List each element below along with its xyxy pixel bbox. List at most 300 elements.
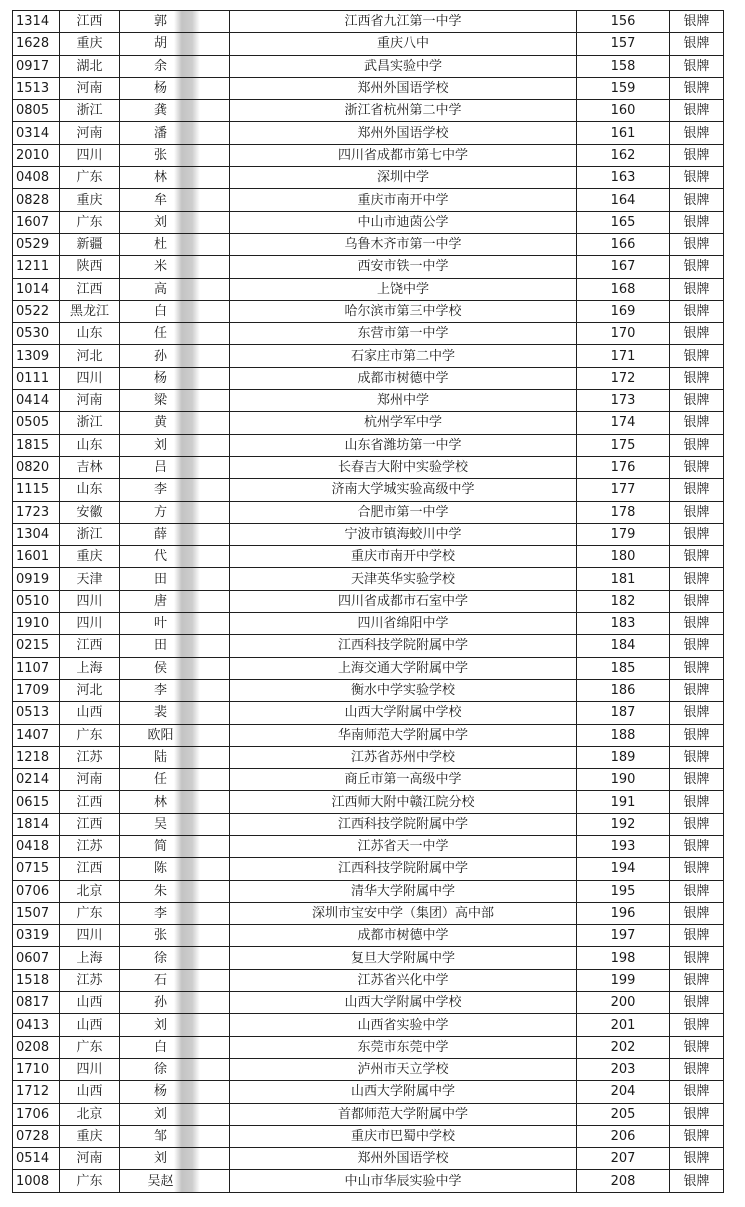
- award-cell: 银牌: [670, 1058, 724, 1080]
- name-text: 孙: [153, 995, 167, 1011]
- table-row: [13, 947, 724, 969]
- rank-cell: 157: [577, 33, 670, 55]
- province-cell: 江苏: [60, 969, 120, 991]
- name-cell: [120, 835, 230, 857]
- name-text: 刘: [153, 1151, 167, 1167]
- table-row: [13, 367, 724, 389]
- name-redaction-blur: [174, 457, 200, 478]
- table-row: [13, 657, 724, 679]
- name-cell: [120, 947, 230, 969]
- name-cell: [120, 1125, 230, 1147]
- name-text: 刘: [153, 1017, 167, 1033]
- school-cell: 衡水中学实验学校: [230, 679, 577, 701]
- contestant-id-cell: 0820: [13, 456, 60, 478]
- name-redaction-blur: [174, 680, 200, 701]
- school-cell: 山西大学附属中学校: [230, 702, 577, 724]
- province-cell: 重庆: [60, 189, 120, 211]
- name-text: 薛: [153, 526, 167, 542]
- name-cell: [120, 211, 230, 233]
- rank-cell: 183: [577, 613, 670, 635]
- award-cell: 银牌: [670, 791, 724, 813]
- table-row: [13, 1014, 724, 1036]
- name-redaction-blur: [174, 390, 200, 411]
- province-cell: 河南: [60, 769, 120, 791]
- province-cell: 北京: [60, 880, 120, 902]
- award-cell: 银牌: [670, 902, 724, 924]
- rank-cell: 191: [577, 791, 670, 813]
- school-cell: 郑州外国语学校: [230, 1148, 577, 1170]
- rank-cell: 189: [577, 746, 670, 768]
- rank-cell: 167: [577, 256, 670, 278]
- school-cell: 清华大学附属中学: [230, 880, 577, 902]
- table-row: [13, 434, 724, 456]
- award-cell: 银牌: [670, 211, 724, 233]
- contestant-id-cell: 1601: [13, 546, 60, 568]
- award-cell: 银牌: [670, 769, 724, 791]
- contestant-id-cell: 0522: [13, 300, 60, 322]
- school-cell: 深圳中学: [230, 167, 577, 189]
- rank-cell: 161: [577, 122, 670, 144]
- table-row: [13, 1036, 724, 1058]
- name-cell: [120, 1014, 230, 1036]
- school-cell: 山西大学附属中学: [230, 1081, 577, 1103]
- contestant-id-cell: 1910: [13, 613, 60, 635]
- award-cell: 银牌: [670, 858, 724, 880]
- name-cell: [120, 456, 230, 478]
- school-cell: 郑州外国语学校: [230, 77, 577, 99]
- name-redaction-blur: [174, 256, 200, 277]
- contestant-id-cell: 0728: [13, 1125, 60, 1147]
- rank-cell: 193: [577, 835, 670, 857]
- name-cell: [120, 1170, 230, 1192]
- name-text: 朱: [153, 883, 167, 899]
- award-cell: 银牌: [670, 278, 724, 300]
- name-redaction-blur: [174, 858, 200, 879]
- name-redaction-blur: [174, 56, 200, 77]
- name-cell: [120, 11, 230, 33]
- name-cell: [120, 679, 230, 701]
- name-text: 代: [153, 549, 167, 565]
- school-cell: 山东省潍坊第一中学: [230, 434, 577, 456]
- school-cell: 西安市铁一中学: [230, 256, 577, 278]
- name-text: 陆: [153, 749, 167, 765]
- name-cell: [120, 657, 230, 679]
- school-cell: 武昌实验中学: [230, 55, 577, 77]
- province-cell: 河南: [60, 122, 120, 144]
- name-text: 吴: [153, 816, 167, 832]
- name-cell: [120, 925, 230, 947]
- contestant-id-cell: 1309: [13, 345, 60, 367]
- province-cell: 江西: [60, 791, 120, 813]
- name-text: 侯: [153, 660, 167, 676]
- name-redaction-blur: [174, 167, 200, 188]
- contestant-id-cell: 1507: [13, 902, 60, 924]
- province-cell: 重庆: [60, 33, 120, 55]
- name-redaction-blur: [174, 992, 200, 1013]
- table-row: [13, 880, 724, 902]
- province-cell: 江西: [60, 635, 120, 657]
- name-cell: [120, 367, 230, 389]
- name-cell: [120, 233, 230, 255]
- rank-cell: 156: [577, 11, 670, 33]
- name-redaction-blur: [174, 1104, 200, 1125]
- name-text: 刘: [153, 1106, 167, 1122]
- name-redaction-blur: [174, 212, 200, 233]
- name-cell: [120, 412, 230, 434]
- award-cell: 银牌: [670, 1014, 724, 1036]
- province-cell: 广东: [60, 1170, 120, 1192]
- province-cell: 江苏: [60, 746, 120, 768]
- rank-cell: 200: [577, 992, 670, 1014]
- name-cell: [120, 1036, 230, 1058]
- name-text: 刘: [153, 437, 167, 453]
- name-text: 梁: [153, 393, 167, 409]
- name-redaction-blur: [174, 33, 200, 54]
- contestant-id-cell: 0607: [13, 947, 60, 969]
- table-row: [13, 523, 724, 545]
- contestant-id-cell: 0418: [13, 835, 60, 857]
- province-cell: 新疆: [60, 233, 120, 255]
- rank-cell: 180: [577, 546, 670, 568]
- name-text: 欧阳: [147, 727, 174, 743]
- rank-cell: 177: [577, 479, 670, 501]
- school-cell: 泸州市天立学校: [230, 1058, 577, 1080]
- province-cell: 河南: [60, 1148, 120, 1170]
- name-cell: [120, 479, 230, 501]
- contestant-id-cell: 1211: [13, 256, 60, 278]
- award-cell: 银牌: [670, 233, 724, 255]
- school-cell: 中山市华辰实验中学: [230, 1170, 577, 1192]
- school-cell: 四川省成都市石室中学: [230, 590, 577, 612]
- contestant-id-cell: 1706: [13, 1103, 60, 1125]
- table-row: [13, 1081, 724, 1103]
- name-cell: [120, 546, 230, 568]
- province-cell: 重庆: [60, 1125, 120, 1147]
- rank-cell: 171: [577, 345, 670, 367]
- contestant-id-cell: 1314: [13, 11, 60, 33]
- contestant-id-cell: 0414: [13, 390, 60, 412]
- province-cell: 四川: [60, 590, 120, 612]
- contestant-id-cell: 1607: [13, 211, 60, 233]
- name-redaction-blur: [174, 546, 200, 567]
- school-cell: 东莞市东莞中学: [230, 1036, 577, 1058]
- contestant-id-cell: 1712: [13, 1081, 60, 1103]
- name-text: 白: [153, 1039, 167, 1055]
- name-text: 杜: [153, 237, 167, 253]
- contestant-id-cell: 0706: [13, 880, 60, 902]
- name-text: 方: [153, 504, 167, 520]
- table-row: [13, 323, 724, 345]
- contestant-id-cell: 0214: [13, 769, 60, 791]
- name-text: 石: [153, 972, 167, 988]
- province-cell: 河北: [60, 345, 120, 367]
- name-text: 徐: [153, 950, 167, 966]
- school-cell: 上海交通大学附属中学: [230, 657, 577, 679]
- contestant-id-cell: 0615: [13, 791, 60, 813]
- school-cell: 中山市迪茵公学: [230, 211, 577, 233]
- name-redaction-blur: [174, 702, 200, 723]
- table-row: [13, 100, 724, 122]
- name-text: 裴: [153, 705, 167, 721]
- rank-cell: 190: [577, 769, 670, 791]
- name-cell: [120, 724, 230, 746]
- contestant-id-cell: 0319: [13, 925, 60, 947]
- name-cell: [120, 33, 230, 55]
- rank-cell: 182: [577, 590, 670, 612]
- province-cell: 江西: [60, 278, 120, 300]
- school-cell: 东营市第一中学: [230, 323, 577, 345]
- award-cell: 银牌: [670, 679, 724, 701]
- rank-cell: 192: [577, 813, 670, 835]
- name-redaction-blur: [174, 234, 200, 255]
- table-row: [13, 122, 724, 144]
- name-text: 郭: [153, 14, 167, 30]
- award-cell: 银牌: [670, 390, 724, 412]
- school-cell: 山西大学附属中学校: [230, 992, 577, 1014]
- name-redaction-blur: [174, 925, 200, 946]
- name-text: 任: [153, 326, 167, 342]
- rank-cell: 188: [577, 724, 670, 746]
- rank-cell: 199: [577, 969, 670, 991]
- province-cell: 广东: [60, 902, 120, 924]
- contestant-id-cell: 1513: [13, 77, 60, 99]
- contestant-id-cell: 1814: [13, 813, 60, 835]
- school-cell: 郑州外国语学校: [230, 122, 577, 144]
- name-cell: [120, 144, 230, 166]
- table-row: [13, 189, 724, 211]
- contestant-id-cell: 1115: [13, 479, 60, 501]
- name-cell: [120, 969, 230, 991]
- award-cell: 银牌: [670, 724, 724, 746]
- name-cell: [120, 55, 230, 77]
- school-cell: 江西科技学院附属中学: [230, 813, 577, 835]
- table-row: [13, 702, 724, 724]
- award-cell: 银牌: [670, 11, 724, 33]
- contestant-id-cell: 0917: [13, 55, 60, 77]
- contestant-id-cell: 0408: [13, 167, 60, 189]
- name-text: 牟: [153, 192, 167, 208]
- award-cell: 银牌: [670, 323, 724, 345]
- award-cell: 银牌: [670, 77, 724, 99]
- name-redaction-blur: [174, 479, 200, 500]
- name-redaction-blur: [174, 524, 200, 545]
- province-cell: 上海: [60, 947, 120, 969]
- rank-cell: 163: [577, 167, 670, 189]
- award-cell: 银牌: [670, 300, 724, 322]
- name-cell: [120, 590, 230, 612]
- contestant-id-cell: 0314: [13, 122, 60, 144]
- contestant-id-cell: 0805: [13, 100, 60, 122]
- school-cell: 郑州中学: [230, 390, 577, 412]
- table-row: [13, 769, 724, 791]
- name-text: 李: [153, 683, 167, 699]
- name-text: 陈: [153, 861, 167, 877]
- table-row: [13, 746, 724, 768]
- rank-cell: 208: [577, 1170, 670, 1192]
- rank-cell: 168: [577, 278, 670, 300]
- name-cell: [120, 635, 230, 657]
- rank-cell: 196: [577, 902, 670, 924]
- award-cell: 银牌: [670, 501, 724, 523]
- name-cell: [120, 769, 230, 791]
- results-sheet: [12, 10, 723, 1193]
- table-row: [13, 233, 724, 255]
- name-cell: [120, 167, 230, 189]
- award-cell: 银牌: [670, 1081, 724, 1103]
- rank-cell: 205: [577, 1103, 670, 1125]
- name-text: 张: [153, 147, 167, 163]
- award-cell: 银牌: [670, 434, 724, 456]
- province-cell: 山西: [60, 992, 120, 1014]
- province-cell: 广东: [60, 1036, 120, 1058]
- province-cell: 河南: [60, 390, 120, 412]
- province-cell: 江西: [60, 858, 120, 880]
- contestant-id-cell: 1107: [13, 657, 60, 679]
- province-cell: 浙江: [60, 412, 120, 434]
- contestant-id-cell: 1709: [13, 679, 60, 701]
- name-redaction-blur: [174, 189, 200, 210]
- province-cell: 安徽: [60, 501, 120, 523]
- school-cell: 首都师范大学附属中学: [230, 1103, 577, 1125]
- school-cell: 江西科技学院附属中学: [230, 635, 577, 657]
- contestant-id-cell: 0919: [13, 568, 60, 590]
- table-row: [13, 278, 724, 300]
- award-cell: 银牌: [670, 568, 724, 590]
- name-cell: [120, 278, 230, 300]
- rank-cell: 197: [577, 925, 670, 947]
- contestant-id-cell: 0530: [13, 323, 60, 345]
- award-cell: 银牌: [670, 33, 724, 55]
- award-cell: 银牌: [670, 345, 724, 367]
- province-cell: 山西: [60, 702, 120, 724]
- contestant-id-cell: 0514: [13, 1148, 60, 1170]
- award-cell: 银牌: [670, 546, 724, 568]
- name-redaction-blur: [174, 658, 200, 679]
- rank-cell: 181: [577, 568, 670, 590]
- name-redaction-blur: [174, 1126, 200, 1147]
- name-cell: [120, 122, 230, 144]
- rank-cell: 184: [577, 635, 670, 657]
- name-cell: [120, 77, 230, 99]
- name-redaction-blur: [174, 301, 200, 322]
- name-text: 刘: [153, 214, 167, 230]
- name-text: 田: [153, 571, 167, 587]
- province-cell: 四川: [60, 144, 120, 166]
- table-row: [13, 613, 724, 635]
- name-text: 李: [153, 482, 167, 498]
- table-row: [13, 925, 724, 947]
- table-row: [13, 501, 724, 523]
- table-row: [13, 813, 724, 835]
- school-cell: 天津英华实验学校: [230, 568, 577, 590]
- award-cell: 银牌: [670, 746, 724, 768]
- contestant-id-cell: 0513: [13, 702, 60, 724]
- school-cell: 重庆市南开中学: [230, 189, 577, 211]
- school-cell: 复旦大学附属中学: [230, 947, 577, 969]
- province-cell: 河南: [60, 77, 120, 99]
- table-row: [13, 345, 724, 367]
- award-cell: 银牌: [670, 55, 724, 77]
- province-cell: 天津: [60, 568, 120, 590]
- table-row: [13, 77, 724, 99]
- name-text: 简: [153, 839, 167, 855]
- contestant-id-cell: 1014: [13, 278, 60, 300]
- name-cell: [120, 1058, 230, 1080]
- table-row: [13, 568, 724, 590]
- contestant-id-cell: 1518: [13, 969, 60, 991]
- award-cell: 银牌: [670, 657, 724, 679]
- name-redaction-blur: [174, 635, 200, 656]
- contestant-id-cell: 1304: [13, 523, 60, 545]
- name-redaction-blur: [174, 814, 200, 835]
- province-cell: 上海: [60, 657, 120, 679]
- province-cell: 四川: [60, 925, 120, 947]
- rank-cell: 164: [577, 189, 670, 211]
- table-row: [13, 590, 724, 612]
- award-cell: 银牌: [670, 1036, 724, 1058]
- award-cell: 银牌: [670, 925, 724, 947]
- name-cell: [120, 100, 230, 122]
- province-cell: 黑龙江: [60, 300, 120, 322]
- contestant-id-cell: 1710: [13, 1058, 60, 1080]
- contestant-id-cell: 1628: [13, 33, 60, 55]
- name-redaction-blur: [174, 836, 200, 857]
- name-text: 林: [153, 170, 167, 186]
- name-redaction-blur: [174, 613, 200, 634]
- rank-cell: 203: [577, 1058, 670, 1080]
- award-cell: 银牌: [670, 122, 724, 144]
- province-cell: 浙江: [60, 100, 120, 122]
- award-cell: 银牌: [670, 992, 724, 1014]
- name-text: 胡: [153, 36, 167, 52]
- table-row: [13, 11, 724, 33]
- rank-cell: 206: [577, 1125, 670, 1147]
- award-cell: 银牌: [670, 813, 724, 835]
- rank-cell: 176: [577, 456, 670, 478]
- contestant-id-cell: 0715: [13, 858, 60, 880]
- table-row: [13, 546, 724, 568]
- award-cell: 银牌: [670, 523, 724, 545]
- table-row: [13, 33, 724, 55]
- contestant-id-cell: 0529: [13, 233, 60, 255]
- award-cell: 银牌: [670, 590, 724, 612]
- table-row: [13, 144, 724, 166]
- contestant-id-cell: 0510: [13, 590, 60, 612]
- table-row: [13, 300, 724, 322]
- award-cell: 银牌: [670, 367, 724, 389]
- name-redaction-blur: [174, 145, 200, 166]
- name-cell: [120, 1148, 230, 1170]
- rank-cell: 178: [577, 501, 670, 523]
- name-text: 吴赵: [147, 1173, 174, 1189]
- name-cell: [120, 523, 230, 545]
- name-cell: [120, 434, 230, 456]
- name-cell: [120, 702, 230, 724]
- name-cell: [120, 256, 230, 278]
- name-text: 邹: [153, 1128, 167, 1144]
- school-cell: 成都市树德中学: [230, 925, 577, 947]
- province-cell: 陕西: [60, 256, 120, 278]
- rank-cell: 162: [577, 144, 670, 166]
- school-cell: 长春吉大附中实验学校: [230, 456, 577, 478]
- award-cell: 银牌: [670, 456, 724, 478]
- rank-cell: 165: [577, 211, 670, 233]
- table-row: [13, 390, 724, 412]
- name-cell: [120, 501, 230, 523]
- name-redaction-blur: [174, 502, 200, 523]
- name-text: 唐: [153, 593, 167, 609]
- table-row: [13, 679, 724, 701]
